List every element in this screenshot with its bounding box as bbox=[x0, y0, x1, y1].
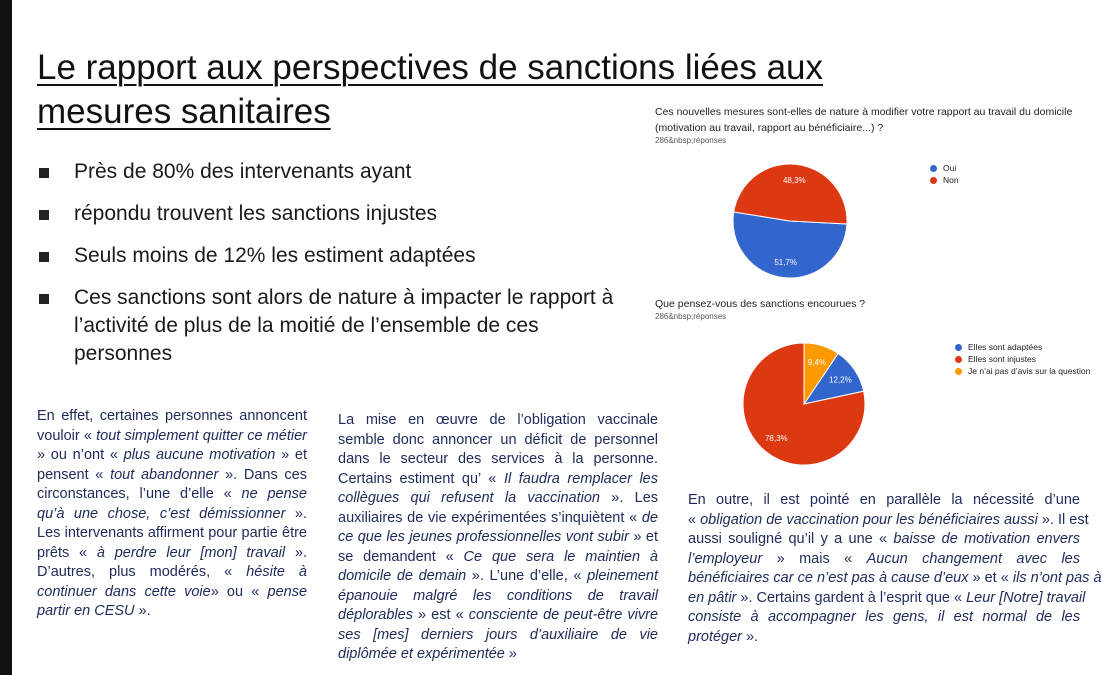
quote-italic-text: Leur [Notre] travail bbox=[966, 589, 1086, 606]
quote-italic-text: Aucun changement avec les bbox=[866, 550, 1081, 567]
quote-text: En outre, il est pointé en parallèle la nécessité d’une bbox=[688, 492, 1080, 508]
chart-2-response-count: 286&nbsp;réponses bbox=[655, 312, 727, 321]
quote-italic-text: pense partir en CESU bbox=[37, 583, 308, 619]
quote-paragraph-1 bbox=[37, 407, 307, 622]
legend-label: Elles sont injustes bbox=[968, 354, 1037, 364]
quote-italic-text: pleinement épanouie malgré les conditions de travail déplorables bbox=[338, 568, 658, 623]
quote-line bbox=[688, 569, 1102, 589]
quote-italic-text: hésite à continuer dans cette voie bbox=[37, 564, 307, 600]
quote-line bbox=[688, 550, 1080, 570]
legend-entry bbox=[955, 353, 1090, 365]
pie-slice bbox=[734, 164, 847, 224]
quote-italic-text: en pâtir bbox=[688, 589, 737, 606]
quote-text: ». D’autres, plus modérés, « bbox=[37, 544, 308, 580]
quote-text: » et pensent « bbox=[37, 447, 307, 483]
quote-paragraph-2 bbox=[338, 411, 658, 665]
legend-label: Non bbox=[943, 175, 959, 185]
quote-text: » mais « bbox=[762, 550, 867, 567]
chart-1-legend bbox=[930, 162, 959, 186]
bullet-item: répondu trouvent les sanctions injustes bbox=[37, 200, 617, 228]
quote-text: » est « bbox=[412, 607, 469, 623]
quote-text: ». bbox=[134, 603, 151, 619]
chart-1-response-count: 286&nbsp;réponses bbox=[655, 136, 727, 145]
quote-text: » ou « bbox=[210, 583, 268, 600]
quote-text: ». Dans ces circonstances, l’une d’elle « bbox=[37, 466, 307, 502]
bullet-item: Seuls moins de 12% les estiment adaptées bbox=[37, 242, 617, 270]
pie-slice-label: 9,4% bbox=[807, 358, 827, 368]
bullet-square-icon bbox=[39, 168, 49, 178]
legend-dot-icon bbox=[955, 344, 962, 351]
quote-italic-text: tout abandonner bbox=[110, 466, 219, 483]
legend-entry bbox=[955, 365, 1090, 377]
legend-entry bbox=[930, 174, 959, 186]
chart-1-question: Ces nouvelles mesures sont-elles de nature à modifier votre rapport au travail du domicile (motivation au travail, rapport au bénéficiaire...) ? bbox=[655, 106, 1073, 134]
quote-line bbox=[688, 511, 1089, 531]
bullet-list bbox=[37, 158, 617, 382]
quote-italic-text: consiste à accompagner les gens, il est normal de les bbox=[688, 609, 1080, 625]
quote-italic-text: protéger bbox=[688, 628, 743, 645]
quote-text: ». Les auxiliaires de vie expérimentées s’inquiètent « bbox=[338, 490, 659, 526]
legend-dot-icon bbox=[930, 165, 937, 172]
quote-line bbox=[688, 530, 1080, 550]
bullet-square-icon bbox=[39, 294, 49, 304]
quote-italic-text: Ce que sera le maintien à domicile de demain bbox=[338, 548, 658, 584]
quote-text: » bbox=[504, 646, 517, 662]
quote-line bbox=[688, 628, 1080, 648]
legend-dot-icon bbox=[955, 356, 962, 363]
pie-slice-label: 51,7% bbox=[774, 257, 798, 267]
quote-text: ». L’une d’elle, « bbox=[466, 568, 588, 584]
quote-line bbox=[688, 491, 1080, 511]
quote-text: ». bbox=[742, 628, 759, 645]
pie-slice-label: 78,3% bbox=[764, 434, 788, 444]
quote-italic-text: obligation de vaccination pour les bénéficiaires aussi bbox=[700, 511, 1038, 528]
legend-entry bbox=[930, 162, 959, 174]
quote-text: ». Certains gardent à l’esprit que « bbox=[736, 589, 967, 606]
pie-slice-label: 12,2% bbox=[829, 375, 852, 385]
pie-slice-label: 48,3% bbox=[782, 176, 806, 186]
bullet-square-icon bbox=[39, 252, 49, 262]
quote-italic-text: ne pense qu’à une chose, c’est démissionner bbox=[37, 486, 307, 522]
quote-italic-text: consciente de peut-être vivre ses [mes] derniers jours d’auxiliaire de vie diplômée et expérimentée bbox=[338, 607, 659, 662]
chart-2-question: Que pensez-vous des sanctions encourues ? bbox=[655, 298, 866, 310]
legend-entry bbox=[955, 341, 1090, 353]
quote-text: La mise en œuvre de l’obligation vaccinale semble donc annoncer un déficit de personnel dans le secteur des services à la personne. Certains estiment qu’ « bbox=[338, 412, 658, 487]
bullet-square-icon bbox=[39, 210, 49, 220]
quote-italic-text: de ce que les jeunes professionnelles vont subir bbox=[338, 509, 658, 545]
quote-italic-text: Il faudra remplacer les collègues qui refusent la vaccination bbox=[338, 470, 658, 506]
quote-italic-text: baisse de motivation envers bbox=[893, 531, 1080, 547]
quote-line bbox=[688, 589, 1086, 609]
page-title: Le rapport aux perspectives de sanctions liées aux mesures sanitaires bbox=[37, 48, 824, 131]
legend-label: Oui bbox=[943, 163, 957, 173]
quote-text: « bbox=[688, 511, 701, 528]
quote-line bbox=[688, 608, 1080, 628]
quote-italic-text: tout simplement quitter ce métier bbox=[96, 427, 307, 444]
bullet-item: Près de 80% des intervenants ayant bbox=[37, 158, 617, 186]
quote-text: » et se demandent « bbox=[338, 529, 658, 565]
quote-text: » et « bbox=[968, 570, 1013, 586]
quote-italic-text: plus aucune motivation bbox=[123, 447, 276, 463]
legend-dot-icon bbox=[930, 177, 937, 184]
legend-label: Elles sont adaptées bbox=[968, 342, 1043, 352]
quote-text: ». Il est bbox=[1037, 511, 1089, 528]
chart-2-legend bbox=[955, 341, 1090, 377]
quote-paragraph-3 bbox=[688, 491, 1102, 647]
quote-italic-text: à perdre leur [mon] travail bbox=[96, 544, 286, 561]
quote-italic-text: l’employeur bbox=[688, 550, 763, 567]
legend-label: Je n’ai pas d’avis sur la question bbox=[968, 366, 1091, 376]
quote-italic-text: ils n’ont pas à bbox=[1012, 570, 1102, 586]
quote-text: » ou n’ont « bbox=[37, 447, 124, 463]
bullet-item: Ces sanctions sont alors de nature à impacter le rapport à l’activité de plus de la moitié de l’ensemble de ces personnes bbox=[37, 284, 617, 368]
quote-italic-text: bénéficiaires car ce n’est pas à cause d’eux bbox=[688, 570, 969, 586]
quote-text: aussi souligné qu’il y a une « bbox=[688, 531, 894, 547]
quote-text: En effet, certaines personnes annoncent vouloir « bbox=[37, 408, 307, 444]
quote-text: ». Les intervenants affirment pour partie être prêts « bbox=[37, 505, 308, 561]
legend-dot-icon bbox=[955, 368, 962, 375]
left-accent-bar bbox=[0, 0, 12, 675]
